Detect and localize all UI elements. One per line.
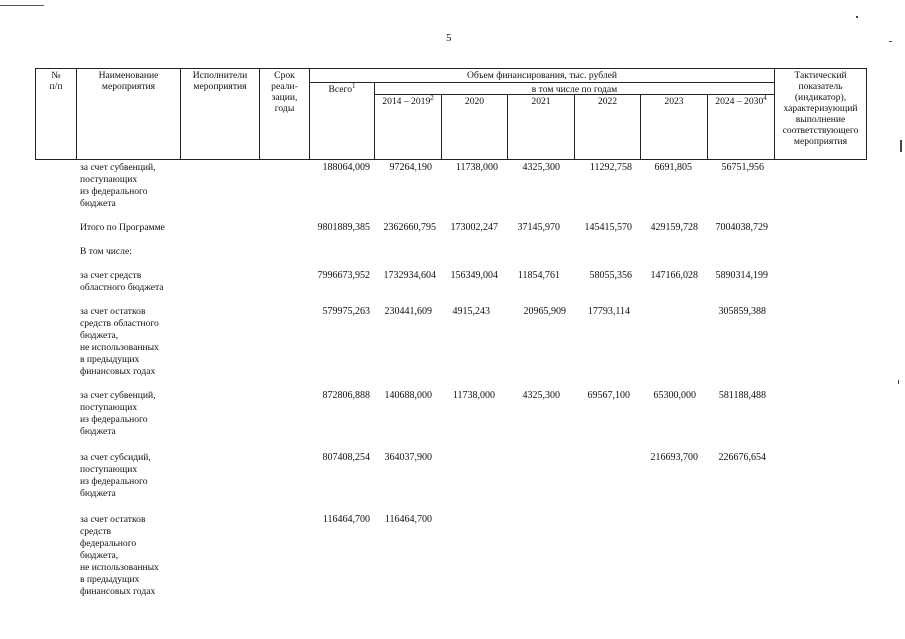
- year-label: 2021: [531, 96, 551, 107]
- row-label: В том числе:: [80, 246, 132, 257]
- row-value: 226676,654: [718, 452, 766, 463]
- header-year: [508, 96, 574, 107]
- header-funding: Объем финансирования, тыс. рублей: [466, 70, 618, 81]
- row-label: Итого по Программе: [80, 222, 165, 233]
- header-total-label: Всего: [328, 84, 353, 95]
- row-label: за счет субвенций, поступающих из федерального бюджета: [80, 390, 156, 437]
- row-value: 11292,758: [589, 162, 632, 173]
- row-value: 69567,100: [587, 390, 630, 401]
- row-value: 147166,028: [650, 270, 698, 281]
- header-total: [310, 81, 374, 95]
- year-label: 2022: [597, 96, 618, 107]
- header-by-years: в том числе по годам: [531, 84, 618, 95]
- table-top-border: [35, 68, 866, 69]
- year-label: 2024 – 2030: [715, 96, 764, 107]
- row-value: 429159,728: [650, 222, 698, 233]
- funding-subheader-border: [309, 82, 774, 83]
- row-value: 4325,300: [522, 390, 560, 401]
- row-total: 7996673,952: [317, 270, 370, 281]
- col-border: [866, 68, 867, 160]
- header-year: [575, 96, 640, 107]
- row-value: 17793,114: [587, 306, 630, 317]
- row-value: 1732934,604: [383, 270, 436, 281]
- row-value: 4915,243: [452, 306, 490, 317]
- header-year: [442, 96, 507, 107]
- row-value: 230441,609: [384, 306, 432, 317]
- year-footnote: 2: [430, 93, 434, 102]
- header-year: [708, 93, 774, 107]
- scan-speck: [900, 140, 902, 152]
- row-label: за счет субвенций, поступающих из федерального бюджета: [80, 162, 156, 209]
- header-bottom-border: [35, 159, 866, 160]
- row-value: 581188,488: [718, 390, 766, 401]
- row-value: 305859,388: [718, 306, 766, 317]
- row-value: 37145,970: [517, 222, 560, 233]
- scan-speck: [856, 16, 858, 18]
- row-label: за счет субсидий, поступающих из федерального бюджета: [80, 452, 151, 499]
- row-total: 188064,009: [322, 162, 370, 173]
- header-total-footnote: 1: [352, 81, 356, 90]
- scan-artifact-line: [0, 5, 44, 6]
- row-value: 56751,956: [721, 162, 764, 173]
- row-value: 173002,247: [450, 222, 498, 233]
- header-name: Наименование мероприятия: [98, 70, 159, 92]
- year-label: 2020: [464, 96, 485, 107]
- year-label: 2023: [664, 96, 684, 107]
- row-value: 364037,900: [384, 452, 432, 463]
- row-value: 65300,000: [653, 390, 696, 401]
- row-value: 11738,000: [452, 390, 495, 401]
- row-value: 11854,761: [517, 270, 560, 281]
- row-value: 20965,909: [523, 306, 566, 317]
- header-year: [375, 93, 441, 107]
- row-total: 872806,888: [322, 390, 370, 401]
- row-value: 2362660,795: [383, 222, 436, 233]
- row-value: 6691,805: [654, 162, 692, 173]
- row-value: 116464,700: [384, 514, 432, 525]
- row-value: 5890314,199: [715, 270, 768, 281]
- page-number: 5: [446, 32, 452, 44]
- scan-speck: [898, 380, 899, 384]
- year-footnote: 4: [763, 93, 767, 102]
- row-total: 579975,263: [322, 306, 370, 317]
- row-value: 7004038,729: [715, 222, 768, 233]
- row-value: 11738,000: [455, 162, 498, 173]
- row-value: 97264,190: [389, 162, 432, 173]
- row-label: за счет остатков средств федерального бюджета, не использованных в предыдущих финансовых годах: [80, 514, 159, 597]
- row-label: за счет остатков средств областного бюджета, не использованных в предыдущих финансовых годах: [80, 306, 159, 377]
- row-value: 145415,570: [584, 222, 632, 233]
- header-executors: Исполнители мероприятия: [192, 70, 248, 92]
- row-total: 9801889,385: [317, 222, 370, 233]
- header-number: № п/п: [49, 70, 63, 92]
- row-total: 116464,700: [322, 514, 370, 525]
- row-value: 140688,000: [384, 390, 432, 401]
- scan-speck: [889, 41, 892, 42]
- header-term: Срок реали- зации, годы: [271, 70, 298, 114]
- row-value: 4325,300: [522, 162, 560, 173]
- col-border: [309, 68, 310, 160]
- row-value: 58055,356: [589, 270, 632, 281]
- row-value: 156349,004: [450, 270, 498, 281]
- row-total: 807408,254: [322, 452, 370, 463]
- row-value: 216693,700: [650, 452, 698, 463]
- row-label: за счет средств областного бюджета: [80, 270, 164, 293]
- header-year: [641, 96, 707, 107]
- year-label: 2014 – 2019: [382, 96, 431, 107]
- header-indicator: Тактический показатель (индикатор), характеризующий выполнение соответствующего мероприятия: [782, 70, 859, 147]
